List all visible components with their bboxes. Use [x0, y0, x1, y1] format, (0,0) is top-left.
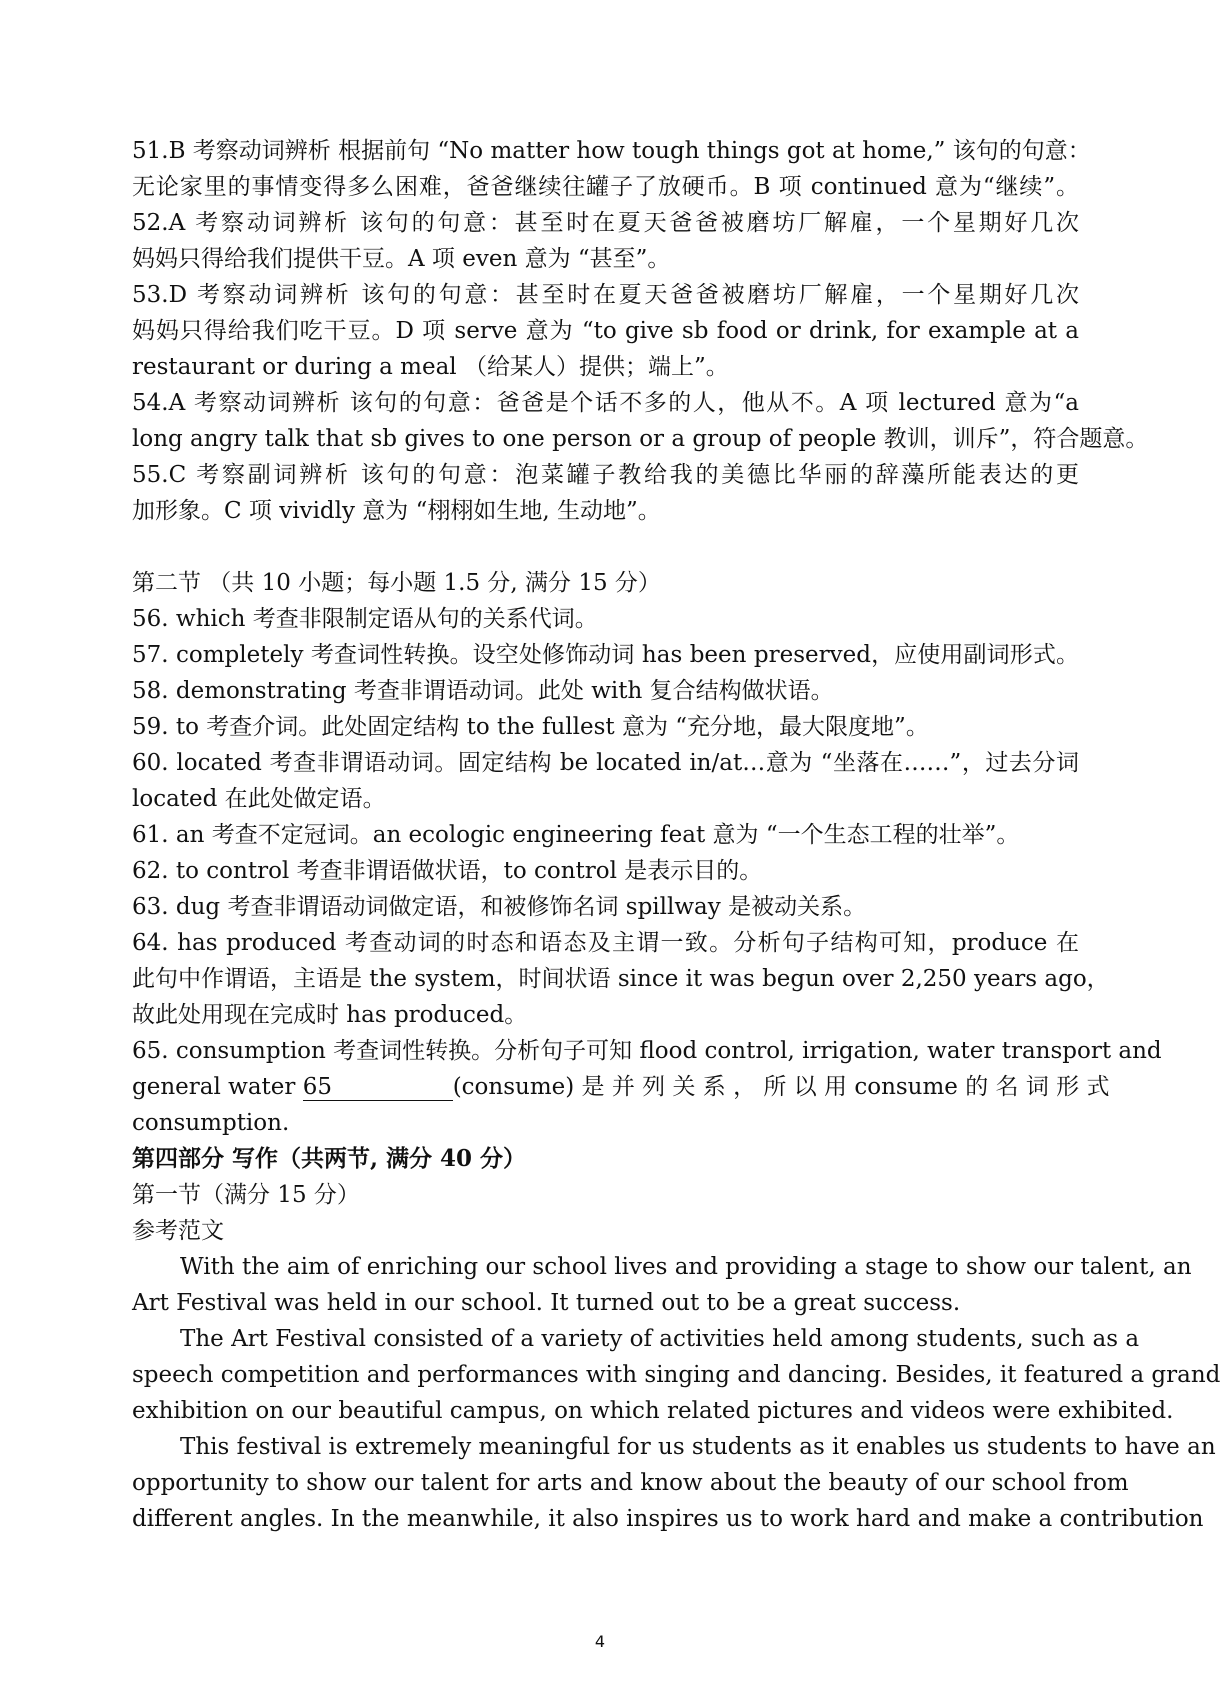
essay-line: The Art Festival consisted of a variety of activities held among students, such as a — [180, 1326, 1140, 1352]
answer-line: 55.C 考察副词辨析 该句的句意：泡菜罐子教给我的美德比华丽的辞藻所能表达的更 — [132, 462, 1079, 488]
essay-line: opportunity to show our talent for arts and know about the beauty of our school from — [132, 1470, 1129, 1496]
answer-line: 59. to 考查介词。此处固定结构 to the fullest 意为 “充分地，最大限度地”。 — [132, 714, 929, 740]
blank-line-before: general water — [132, 1074, 303, 1100]
sample-essay — [132, 1249, 1220, 1537]
section1-heading: 第一节（满分 15 分） — [132, 1182, 360, 1208]
answer-line: 61. an 考查不定冠词。an ecologic engineering feat 意为 “一个生态工程的壮举”。 — [132, 822, 1020, 848]
answer-blank-65: 65 — [303, 1074, 453, 1101]
answer-line: 此句中作谓语，主语是 the system，时间状语 since it was begun over 2,250 years ago， — [132, 966, 1110, 992]
answer-line: 65. consumption 考查词性转换。分析句子可知 flood control, irrigation, water transport and — [132, 1038, 1162, 1064]
answer-line: 第二节 （共 10 小题；每小题 1.5 分, 满分 15 分） — [132, 570, 661, 596]
answer-line: 62. to control 考查非谓语做状语，to control 是表示目的。 — [132, 858, 763, 884]
essay-line: different angles. In the meanwhile, it also inspires us to work hard and make a contribution — [132, 1506, 1204, 1532]
answer-line: long angry talk that sb gives to one person or a group of people 教训，训斥”，符合题意。 — [132, 426, 1149, 452]
page-number: 4 — [594, 1632, 606, 1651]
answer-line: 56. which 考查非限制定语从句的关系代词。 — [132, 606, 598, 632]
answer-line: 58. demonstrating 考查非谓语动词。此处 with 复合结构做状语。 — [132, 678, 834, 704]
document-page — [132, 133, 1220, 1537]
essay-line: This festival is extremely meaningful for us students as it enables us students to have an — [180, 1434, 1216, 1460]
essay-line: speech competition and performances with singing and dancing. Besides, it featured a grand — [132, 1362, 1220, 1388]
part4-heading: 第四部分 写作（共两节, 满分 40 分） — [132, 1145, 527, 1172]
answer-line: 60. located 考查非谓语动词。固定结构 be located in/at…意为 “坐落在……”，过去分词 — [132, 750, 1079, 776]
answer-line: 妈妈只得给我们提供干豆。A 项 even 意为 “甚至”。 — [132, 246, 671, 272]
answer-65-blank-line — [132, 1069, 1110, 1105]
answer-line: restaurant or during a meal （给某人）提供；端上”。 — [132, 354, 729, 380]
section-2-answers — [132, 565, 1162, 1069]
blank-line-after: (consume) 是 并 列 关 系 ， 所 以 用 consume 的 名 词 形 式 — [452, 1074, 1110, 1100]
answer-line: 无论家里的事情变得多么困难，爸爸继续往罐子了放硬币。B 项 continued 意为“继续”。 — [132, 174, 1079, 200]
answer-line: 加形象。C 项 vividly 意为 “栩栩如生地, 生动地”。 — [132, 498, 661, 524]
answer-line: 64. has produced 考查动词的时态和语态及主谓一致。分析句子结构可知，produce 在 — [132, 930, 1079, 956]
answer-line: 52.A 考察动词辨析 该句的句意：甚至时在夏天爸爸被磨坊厂解雇，一个星期好几次 — [132, 210, 1079, 236]
answer-line: 54.A 考察动词辨析 该句的句意：爸爸是个话不多的人，他从不。A 项 lectured 意为“a — [132, 390, 1079, 416]
answer-line: 故此处用现在完成时 has produced。 — [132, 1002, 528, 1028]
answer-line: 57. completely 考查词性转换。设空处修饰动词 has been preserved，应使用副词形式。 — [132, 642, 1079, 668]
answer-explanations-51-55 — [132, 133, 1149, 529]
section-gap — [132, 529, 1079, 565]
answer-line: 妈妈只得给我们吃干豆。D 项 serve 意为 “to give sb food or drink, for example at a — [132, 318, 1079, 344]
answer-65-continuation: consumption. — [132, 1110, 290, 1136]
answer-line: 53.D 考察动词辨析 该句的句意：甚至时在夏天爸爸被磨坊厂解雇，一个星期好几次 — [132, 282, 1079, 308]
essay-line: Art Festival was held in our school. It turned out to be a great success. — [132, 1290, 961, 1316]
essay-line: With the aim of enriching our school lives and providing a stage to show our talent, an — [180, 1254, 1192, 1280]
answer-line: 63. dug 考查非谓语动词做定语，和被修饰名词 spillway 是被动关系。 — [132, 894, 867, 920]
sample-essay-label: 参考范文 — [132, 1218, 224, 1244]
essay-line: exhibition on our beautiful campus, on which related pictures and videos were exhibited. — [132, 1398, 1174, 1424]
answer-line: located 在此处做定语。 — [132, 786, 386, 812]
answer-line: 51.B 考察动词辨析 根据前句 “No matter how tough things got at home,” 该句的句意： — [132, 138, 1091, 164]
